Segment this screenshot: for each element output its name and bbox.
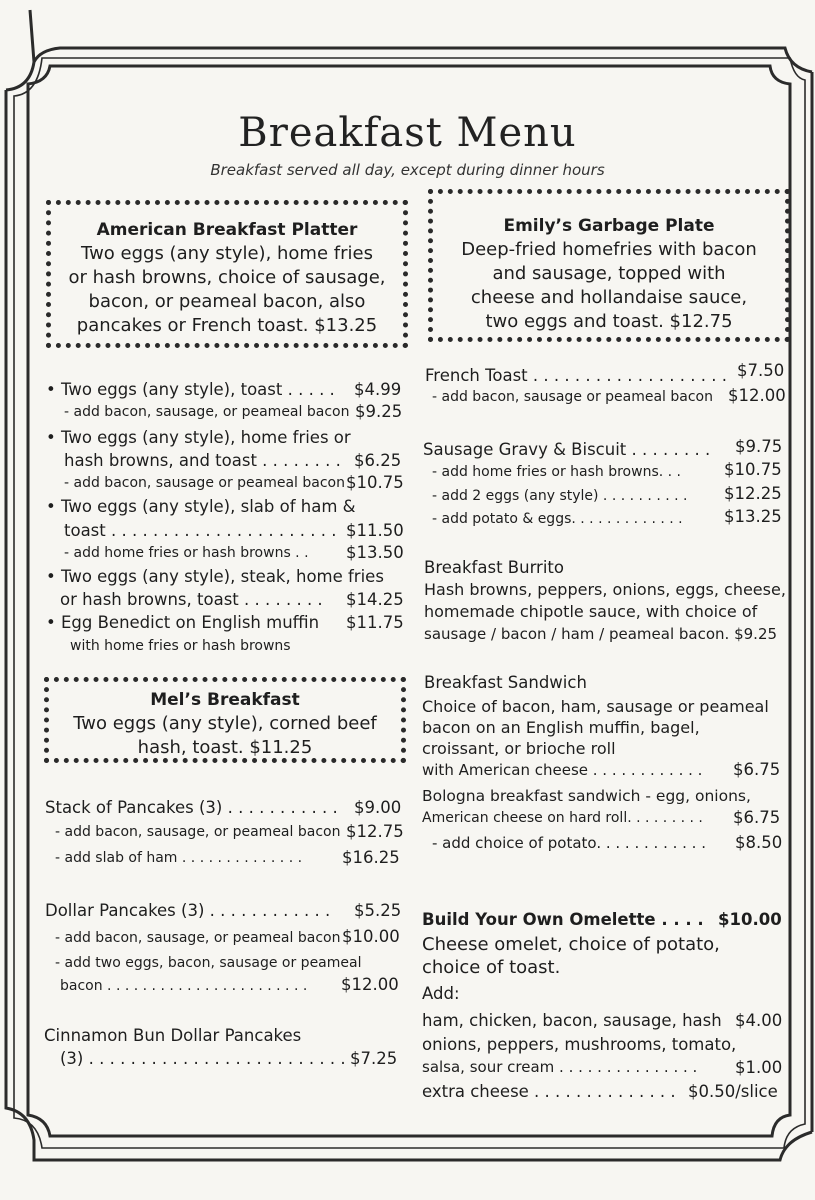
item-price: $6.75 — [733, 760, 781, 779]
menu-item-addon: - add bacon, sausage, or peameal bacon — [55, 930, 341, 946]
mels-breakfast-line: hash, toast. $11.25 — [137, 737, 313, 758]
menu-item: with American cheese . . . . . . . . . . . . — [422, 761, 703, 779]
menu-item: • Two eggs (any style), slab of ham & — [46, 497, 356, 516]
menu-item-addon: - add slab of ham . . . . . . . . . . . . . . — [55, 850, 303, 866]
menu-item: • Two eggs (any style), toast . . . . . — [46, 380, 335, 399]
page-subtitle: Breakfast served all day, except during dinner hours — [210, 161, 605, 179]
menu-item-addon: - add bacon, sausage or peameal bacon — [64, 475, 345, 491]
item-price: $11.50 — [346, 521, 404, 540]
american-platter-line: or hash browns, choice of sausage, — [68, 267, 386, 288]
menu-item: • Egg Benedict on English muffin — [46, 613, 320, 632]
page-title: Breakfast Menu — [238, 110, 577, 156]
item-price: $12.25 — [724, 484, 782, 503]
item-price: $10.75 — [346, 473, 404, 492]
item-price: $4.99 — [354, 380, 402, 399]
menu-item-addon: - add bacon, sausage or peameal bacon — [432, 389, 713, 405]
garbage-plate-line: cheese and hollandaise sauce, — [470, 287, 748, 308]
menu-item-addon: - add bacon, sausage, or peameal bacon — [64, 404, 350, 420]
american-platter-box — [46, 200, 408, 348]
menu-item-description: Hash browns, peppers, onions, eggs, cheese, — [424, 580, 786, 599]
item-price: $12.00 — [728, 386, 786, 405]
menu-item: or hash browns, toast . . . . . . . . — [60, 590, 323, 609]
item-price: $9.25 — [355, 402, 403, 421]
american-platter-title: American Breakfast Platter — [96, 220, 358, 240]
menu-item-addon: ham, chicken, bacon, sausage, hash — [422, 1011, 722, 1030]
menu-item-addon: - add two eggs, bacon, sausage or peameal — [55, 955, 362, 971]
item-price: $10.00 — [718, 910, 782, 929]
menu-item: • Two eggs (any style), steak, home fries — [46, 567, 384, 586]
menu-item-addon: - add home fries or hash browns . . — [64, 545, 309, 561]
item-price: $9.75 — [735, 437, 783, 456]
menu-item-addon: salsa, sour cream . . . . . . . . . . . . . . . — [422, 1058, 698, 1076]
item-price: $4.00 — [735, 1011, 783, 1030]
menu-item: French Toast . . . . . . . . . . . . . . . . . . . — [425, 366, 727, 385]
garbage-plate-title: Emily’s Garbage Plate — [503, 216, 715, 236]
item-price: $12.00 — [341, 975, 399, 994]
item-price: $6.25 — [354, 451, 402, 470]
menu-item: American cheese on hard roll. . . . . . . . . — [422, 810, 703, 826]
menu-item: Stack of Pancakes (3) . . . . . . . . . . . — [45, 798, 338, 817]
item-price: $1.00 — [735, 1058, 783, 1077]
menu-item: Sausage Gravy & Biscuit . . . . . . . . — [423, 440, 711, 459]
menu-item-title: Breakfast Sandwich — [424, 673, 587, 692]
menu-item-description: croissant, or brioche roll — [422, 739, 616, 758]
item-price: $16.25 — [342, 848, 400, 867]
mels-breakfast-title: Mel’s Breakfast — [150, 690, 300, 710]
garbage-plate-line: two eggs and toast. $12.75 — [485, 311, 733, 332]
menu-item-addon: - add home fries or hash browns. . . — [432, 464, 681, 480]
menu-item-description: bacon on an English muffin, bagel, — [422, 718, 700, 737]
item-price: $10.00 — [342, 927, 400, 946]
menu-item-description: Choice of bacon, ham, sausage or peameal — [422, 697, 769, 716]
mels-breakfast-line: Two eggs (any style), corned beef — [73, 713, 377, 734]
american-platter-line: Two eggs (any style), home fries — [81, 243, 373, 264]
menu-item: hash browns, and toast . . . . . . . . — [64, 451, 341, 470]
menu-item-title: Breakfast Burrito — [424, 558, 564, 577]
menu-item-description: sausage / bacon / ham / peameal bacon. $9.25 — [424, 625, 778, 643]
menu-item-title: Build Your Own Omelette . . . . — [422, 910, 704, 929]
item-price: $7.25 — [350, 1049, 398, 1068]
item-price: $10.75 — [724, 460, 782, 479]
item-price: $13.50 — [346, 543, 404, 562]
item-price: $13.25 — [724, 507, 782, 526]
menu-item-description: Cheese omelet, choice of potato, — [422, 934, 720, 955]
american-platter-line: bacon, or peameal bacon, also — [88, 291, 366, 312]
menu-item: • Two eggs (any style), home fries or — [46, 428, 351, 447]
item-price: $14.25 — [346, 590, 404, 609]
menu-item: toast . . . . . . . . . . . . . . . . . . . . . . — [64, 521, 337, 540]
menu-item: Dollar Pancakes (3) . . . . . . . . . . . . — [45, 901, 331, 920]
item-price: $0.50/slice — [688, 1082, 778, 1101]
garbage-plate-line: Deep-fried homefries with bacon — [461, 239, 757, 260]
menu-item-addon: - add choice of potato. . . . . . . . . . . . — [432, 834, 706, 852]
item-price: $9.00 — [354, 798, 402, 817]
menu-item: (3) . . . . . . . . . . . . . . . . . . . . . . . . . — [60, 1049, 346, 1068]
menu-item-addon: - add 2 eggs (any style) . . . . . . . . . . — [432, 488, 688, 504]
menu-item-addon: extra cheese . . . . . . . . . . . . . . — [422, 1082, 676, 1101]
menu-item-description: homemade chipotle sauce, with choice of — [424, 602, 758, 621]
item-price: $7.50 — [737, 361, 785, 380]
menu-item-note: with home fries or hash browns — [70, 638, 291, 654]
menu-item-addon: bacon . . . . . . . . . . . . . . . . . . . . . . . — [60, 978, 308, 994]
menu-item-addon: - add potato & eggs. . . . . . . . . . . . . — [432, 511, 683, 527]
item-price: $11.75 — [346, 613, 404, 632]
garbage-plate-line: and sausage, topped with — [492, 263, 726, 284]
menu-item-description: choice of toast. — [422, 957, 561, 978]
menu-item-addon: - add bacon, sausage, or peameal bacon — [55, 824, 341, 840]
menu-item: Cinnamon Bun Dollar Pancakes — [44, 1026, 302, 1045]
menu-item-description: Add: — [422, 984, 460, 1003]
item-price: $6.75 — [733, 808, 781, 827]
item-price: $12.75 — [346, 822, 404, 841]
item-price: $5.25 — [354, 901, 402, 920]
menu-item-addon: onions, peppers, mushrooms, tomato, — [422, 1035, 737, 1054]
garbage-plate-box — [428, 189, 790, 342]
item-price: $8.50 — [735, 833, 783, 852]
menu-item: Bologna breakfast sandwich - egg, onions, — [422, 787, 751, 805]
american-platter-line: pancakes or French toast. $13.25 — [76, 315, 378, 336]
mels-breakfast-box — [44, 677, 406, 763]
